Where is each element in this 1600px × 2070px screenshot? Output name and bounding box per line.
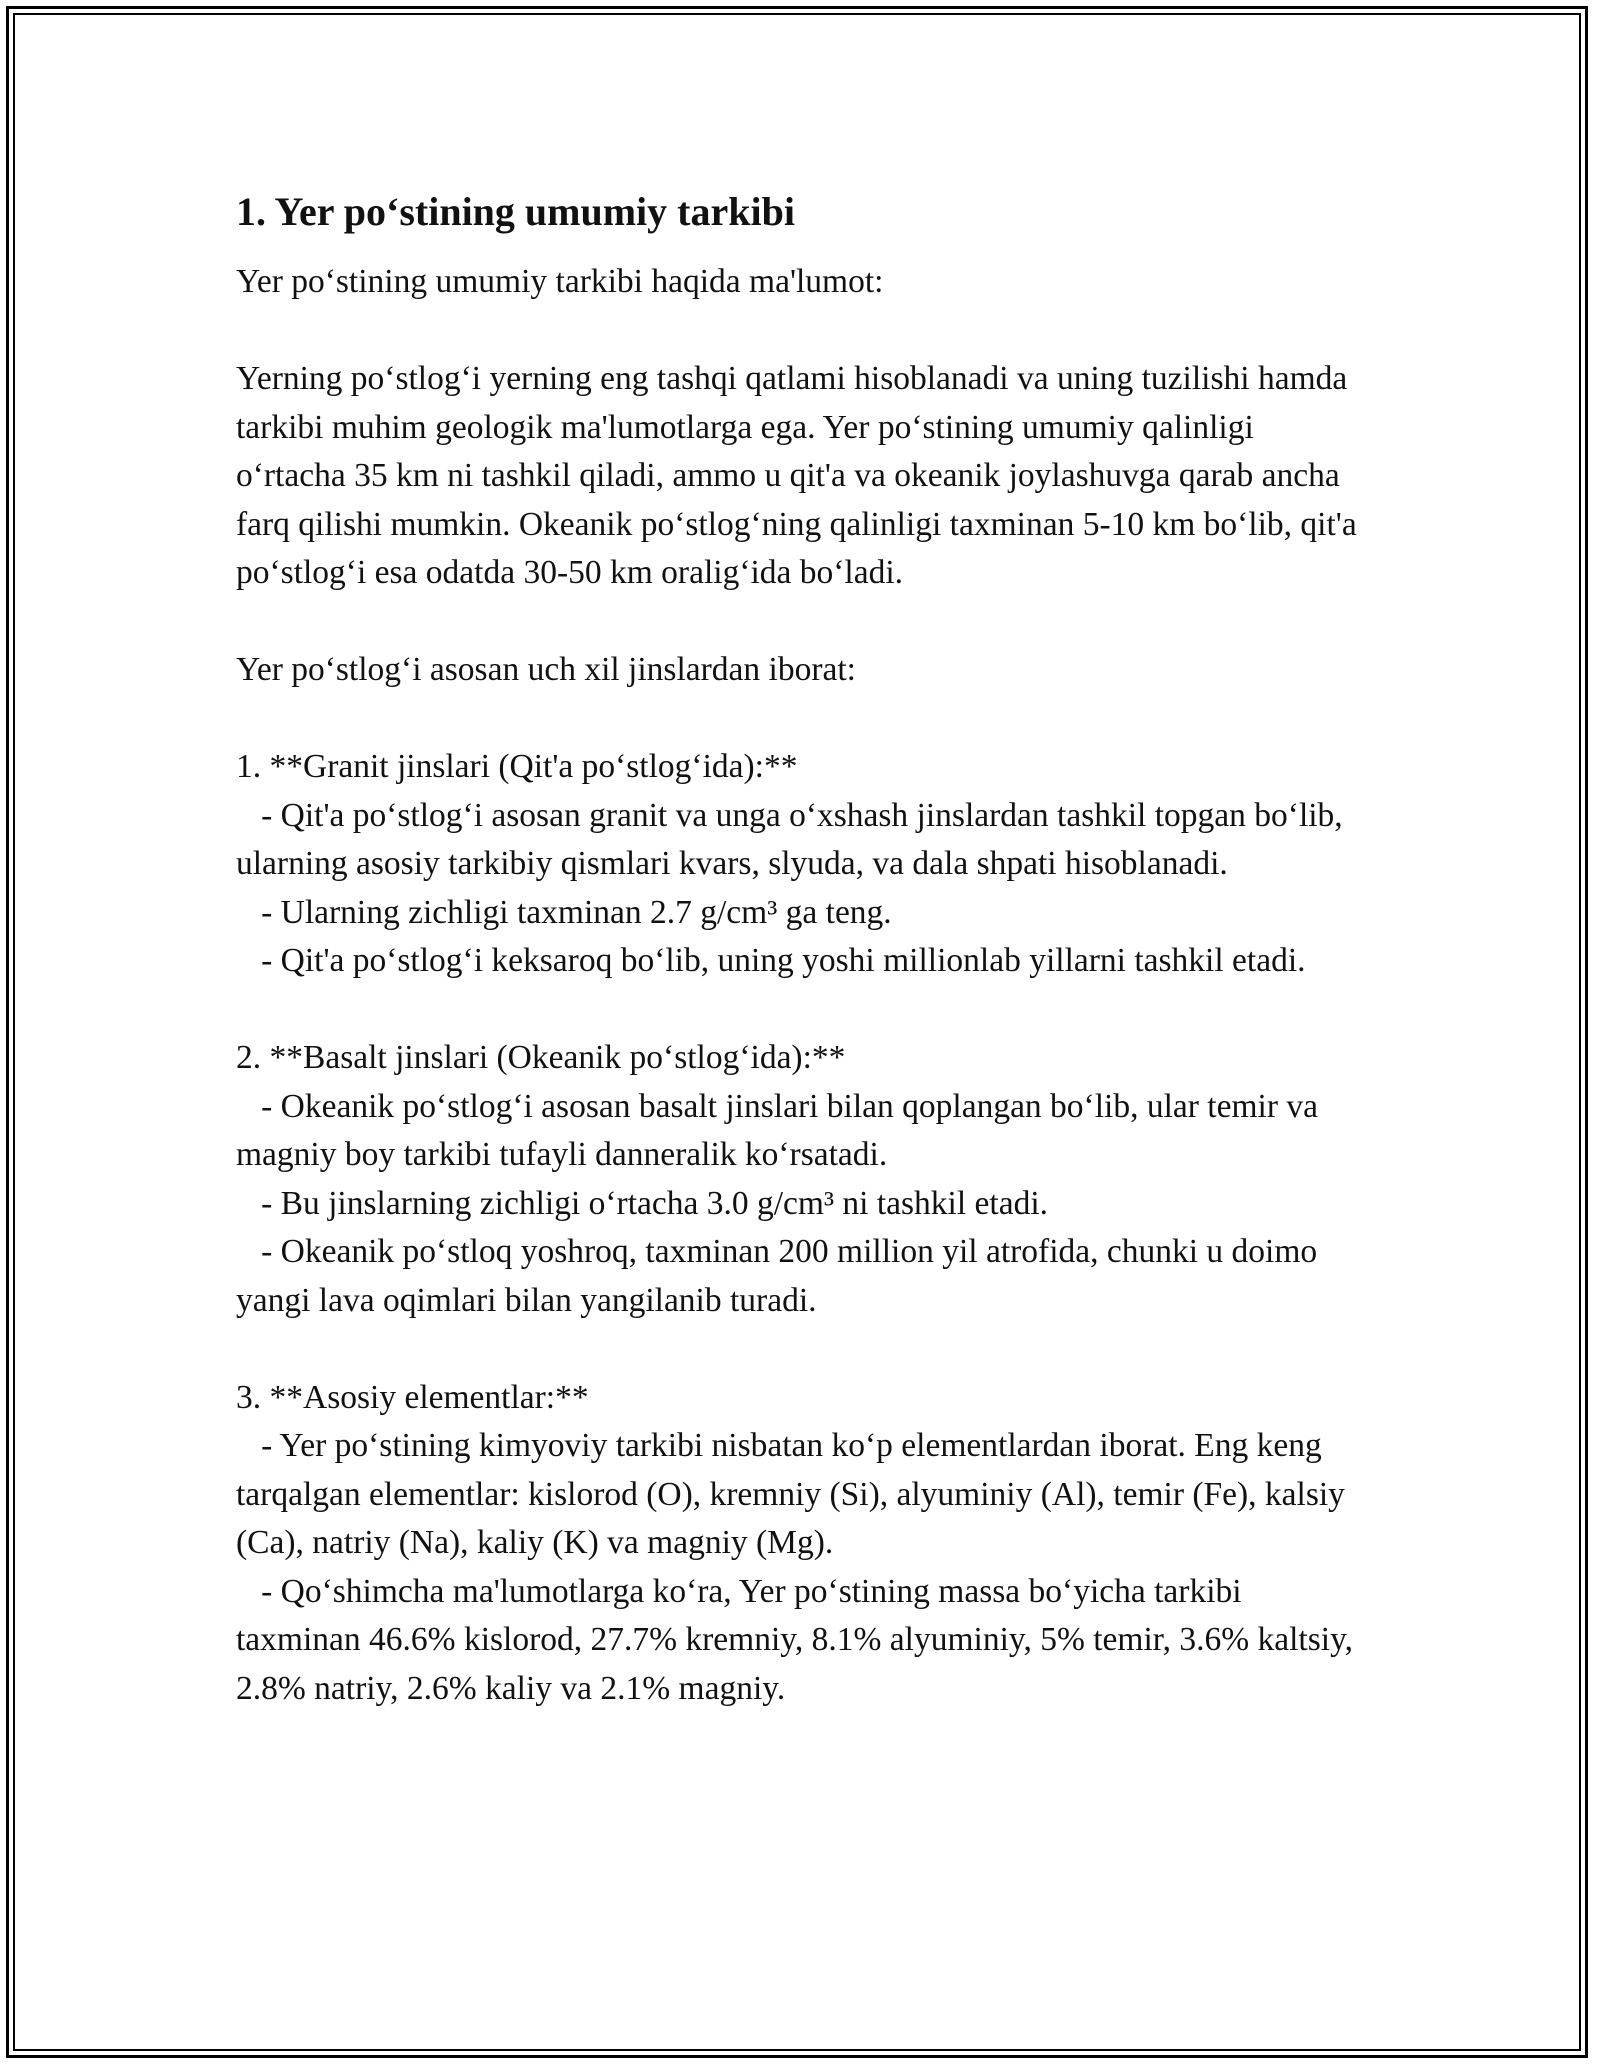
intro-line: Yer po‘stining umumiy tarkibi haqida ma'lumot: — [236, 263, 884, 300]
list-item: - Ularning zichligi taxminan 2.7 g/cm³ ga teng. — [236, 893, 892, 931]
list-item: - Qit'a po‘stlog‘i asosan granit va unga o‘xshash jinslardan tashkil topgan bo‘lib, ularning asosiy tarkibiy qismlari kvars, slyuda, va dala shpati hisoblanadi. — [236, 796, 1352, 882]
section-heading-elements: 3. **Asosiy elementlar:** — [236, 1378, 589, 1416]
list-item: - Yer po‘stining kimyoviy tarkibi nisbatan ko‘p elementlardan iborat. Eng keng tarqalgan elementlar: kislorod (O), kremniy (Si), alyuminiy (Al), temir (Fe), kalsiy (Ca), natriy (Na), kaliy (K) va magniy (Mg). — [236, 1427, 1354, 1561]
list-item: - Okeanik po‘stlog‘i asosan basalt jinslari bilan qoplangan bo‘lib, ular temir va magniy boy tarkibi tufayli danneralik ko‘rsatadi. — [236, 1087, 1327, 1173]
list-item: - Okeanik po‘stloq yoshroq, taxminan 200 million yil atrofida, chunki u doimo yangi lava oqimlari bilan yangilanib turadi. — [236, 1233, 1326, 1319]
document-title: 1. Yer po‘stining umumiy tarkibi — [236, 189, 795, 234]
list-item: - Qit'a po‘stlog‘i keksaroq bo‘lib, uning yoshi millionlab yillarni tashkil etadi. — [236, 942, 1306, 979]
spacer — [236, 1325, 1366, 1374]
list-intro: Yer po‘stlog‘i asosan uch xil jinslardan iborat: — [236, 651, 856, 688]
spacer — [236, 598, 1366, 647]
paragraph-crust-thickness: Yerning po‘stlog‘i yerning eng tashqi qatlami hisoblanadi va uning tuzilishi hamda tarkibi muhim geologik ma'lumotlarga ega. Yer po‘stining umumiy qalinligi o‘rtacha 35 km ni tashkil qiladi, ammo u qit'a va okeanik joylashuvga qarab ancha farq qilishi mumkin. Okeanik po‘stlog‘ning qalinligi taxminan 5-10 km bo‘lib, qit'a po‘stlog‘i esa odatda 30-50 km oralig‘ida bo‘ladi. — [236, 360, 1366, 591]
section-heading-granite: 1. **Granit jinslari (Qit'a po‘stlog‘ida):** — [236, 748, 798, 785]
document-body — [236, 186, 1366, 1713]
section-heading-basalt: 2. **Basalt jinslari (Okeanik po‘stlog‘ida):** — [236, 1039, 846, 1076]
list-item: - Bu jinslarning zichligi o‘rtacha 3.0 g/cm³ ni tashkil etadi. — [236, 1184, 1048, 1222]
spacer — [236, 695, 1366, 744]
spacer — [236, 986, 1366, 1035]
list-item: - Qo‘shimcha ma'lumotlarga ko‘ra, Yer po‘stining massa bo‘yicha tarkibi taxminan 46.6% kislorod, 27.7% kremniy, 8.1% alyuminiy, 5% temir, 3.6% kaltsiy, 2.8% natriy, 2.6% kaliy va 2.1% magniy. — [236, 1572, 1362, 1707]
spacer — [236, 307, 1366, 356]
